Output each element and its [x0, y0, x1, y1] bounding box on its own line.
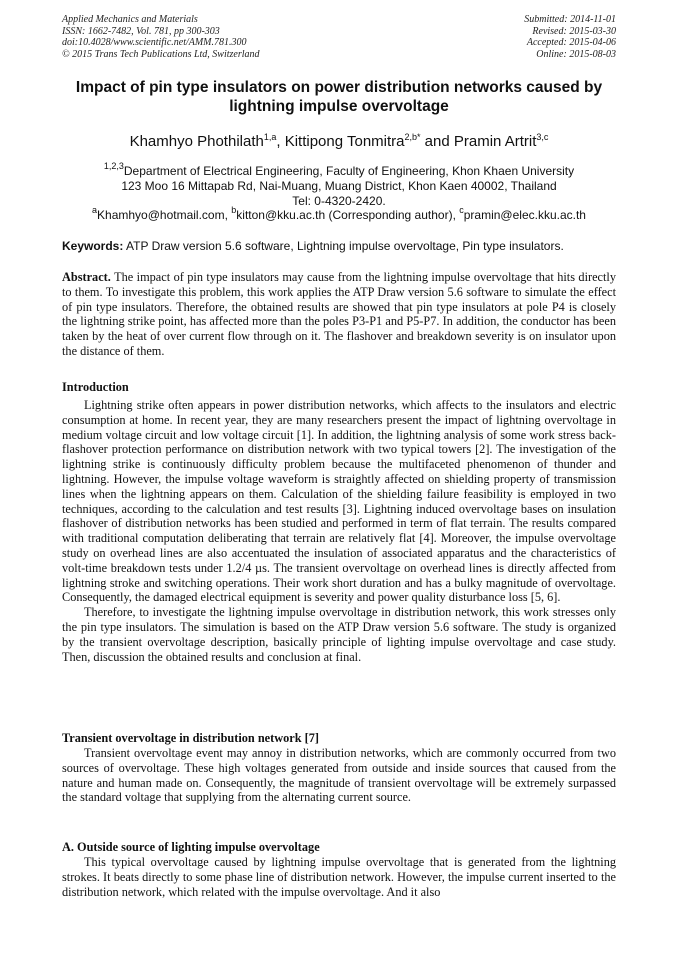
affiliation-block — [40, 161, 638, 223]
affiliation-line-1: $^{1,2,3}$Department of Electrical Engineering, Faculty of Engineering, Khon Khaen University — [103, 161, 575, 178]
abstract-paragraph — [62, 270, 616, 359]
transient-paragraph-1: Transient overvoltage event may annoy in distribution networks, which are commonly occurred from two sources of overvoltage. These high voltages generated from outside and inside sources that caused from the nature and human made on. Consequently, the magnitude of transient overvoltage will be extremely surpassed the standard voltage that supplying from the alternating current source. — [62, 746, 616, 805]
outside-source-paragraph-1: This typical overvoltage caused by lightning impulse overvoltage that is generated from the lightning strokes. It beats directly to some phase line of distribution network. However, the impulse current inserted to the distribution network, which related with the impulse overvoltage. And it also — [62, 855, 616, 899]
author-separator: and — [420, 133, 454, 150]
author-2-sup: 2,b* — [404, 132, 421, 142]
transient-heading: Transient overvoltage in distribution network [7] — [62, 731, 319, 745]
abstract-text: The impact of pin type insulators may cause from the lightning impulse overvoltage that hits directly to them. To investigate this problem, this work applies the ATP Draw version 5.6 software to simulate the effect of pin type insulators. Therefore, the obtained results are showed that pin type insulators at pole P4 is closely the lightning strike point, has affected more than the poles P3-P1 and P5-P7. In addition, the conductor has been taken by the heat of over current flow through on it. The flashover and breakdown severity is on insulator upon the distance of them. — [62, 270, 616, 358]
doi-line: doi:10.4028/www.scientific.net/AMM.781.300 — [62, 37, 247, 48]
introduction-body — [62, 398, 616, 664]
outside-source-heading: A. Outside source of lighting impulse overvoltage — [62, 840, 320, 854]
copyright-line: © 2015 Trans Tech Publications Ltd, Switzerland — [62, 48, 260, 60]
paper-title — [40, 78, 638, 116]
affiliation-line-2: 123 Moo 16 Mittapab Rd, Nai-Muang, Muang District, Khon Kaen 40002, Thailand — [121, 178, 557, 193]
transient-body — [62, 746, 616, 805]
dates-header — [524, 14, 616, 60]
affiliation-emails: $^a$Khamhyo@hotmail.com, $^b$kitton@kku.ac.th (Corresponding author), $^c$pramin@elec.kku.ac.th — [92, 205, 586, 223]
abstract-label: Abstract. — [62, 270, 111, 284]
email-a: Khamhyo@hotmail.com, — [97, 208, 232, 223]
submitted-date: Submitted: 2014-11-01 — [524, 14, 616, 25]
email-c: pramin@elec.kku.ac.th — [463, 208, 586, 223]
keywords-label: Keywords: — [62, 239, 124, 253]
author-1: Khamhyo Phothilath — [129, 133, 264, 150]
title-line-2: lightning impulse overvoltage — [229, 98, 449, 115]
issn-line: ISSN: 1662-7482, Vol. 781, pp 300-303 — [62, 25, 220, 37]
online-date: Online: 2015-08-03 — [536, 48, 616, 60]
introduction-paragraph-1: Lightning strike often appears in power distribution networks, which affects to the insulators and electric consumption at home. In recent year, they are many researchers present the impact of lightning overvoltage in medium voltage circuit and low voltage circuit [1]. In addition, the lightning analysis of some work stress back-flashover protection performance on distribution network with two typical towers [2]. The investigation of the lightning strike is continuously difficulty problem because the multifaceted phenomenon of thunder and lightning. However, the impulse voltage waveform is straightly affected on shielding property of transmission lines when the lightning appears on them. Calculation of the shielding failure feasibility is employed in two techniques, according to the calculation and test results [3]. Lightning induced overvoltage bases on insulation flashover of distribution networks has been studied and performed in term of flat terrain. The results compared with traditional computation deliberating that terrain are relatively flat [4]. Moreover, the impulse overvoltage study on overhead lines are also accentuated the insulation of associated apparatus and the characteristics of volt-time breakdown tests under 1.2/4 µs. The transient overvoltage on overhead lines is directly affected from lightning stroke and switching operations. Their work short duration and has a bulky magnitude of overvoltage. Consequently, the damaged electrical equipment is severity and power quality disturbance loss [5, 6]. — [62, 398, 616, 605]
author-3-sup: 3,c — [536, 132, 549, 142]
journal-header — [62, 14, 260, 60]
keywords-line — [62, 239, 618, 253]
journal-name: Applied Mechanics and Materials — [62, 14, 198, 25]
author-2: Kittipong Tonmitra — [284, 133, 405, 150]
author-list — [40, 133, 638, 151]
author-3: Pramin Artrit — [453, 133, 537, 150]
outside-source-body — [62, 855, 616, 899]
author-1-sup: 1,a — [263, 132, 277, 142]
title-line-1: Impact of pin type insulators on power distribution networks caused by — [75, 79, 603, 96]
affiliation-sup: 1,2,3 — [103, 161, 124, 171]
revised-date: Revised: 2015-03-30 — [532, 25, 616, 37]
accepted-date: Accepted: 2015-04-06 — [526, 37, 616, 48]
email-b: kitton@kku.ac.th (Corresponding author), — [236, 208, 460, 223]
introduction-heading: Introduction — [62, 380, 129, 394]
author-separator: , — [276, 133, 285, 150]
introduction-paragraph-2: Therefore, to investigate the lightning impulse overvoltage in distribution network, this work stresses only the pin type insulators. The simulation is based on the ATP Draw version 5.6 software. The study is organized by the transient overvoltage description, basically principle of lighting impulse overvoltage and case study. Then, discussion the obtained results and conclusion at final. — [62, 605, 616, 664]
affiliation-phone: Tel: 0-4320-2420. — [292, 193, 386, 208]
keywords-text: ATP Draw version 5.6 software, Lightning impulse overvoltage, Pin type insulators. — [123, 239, 564, 253]
